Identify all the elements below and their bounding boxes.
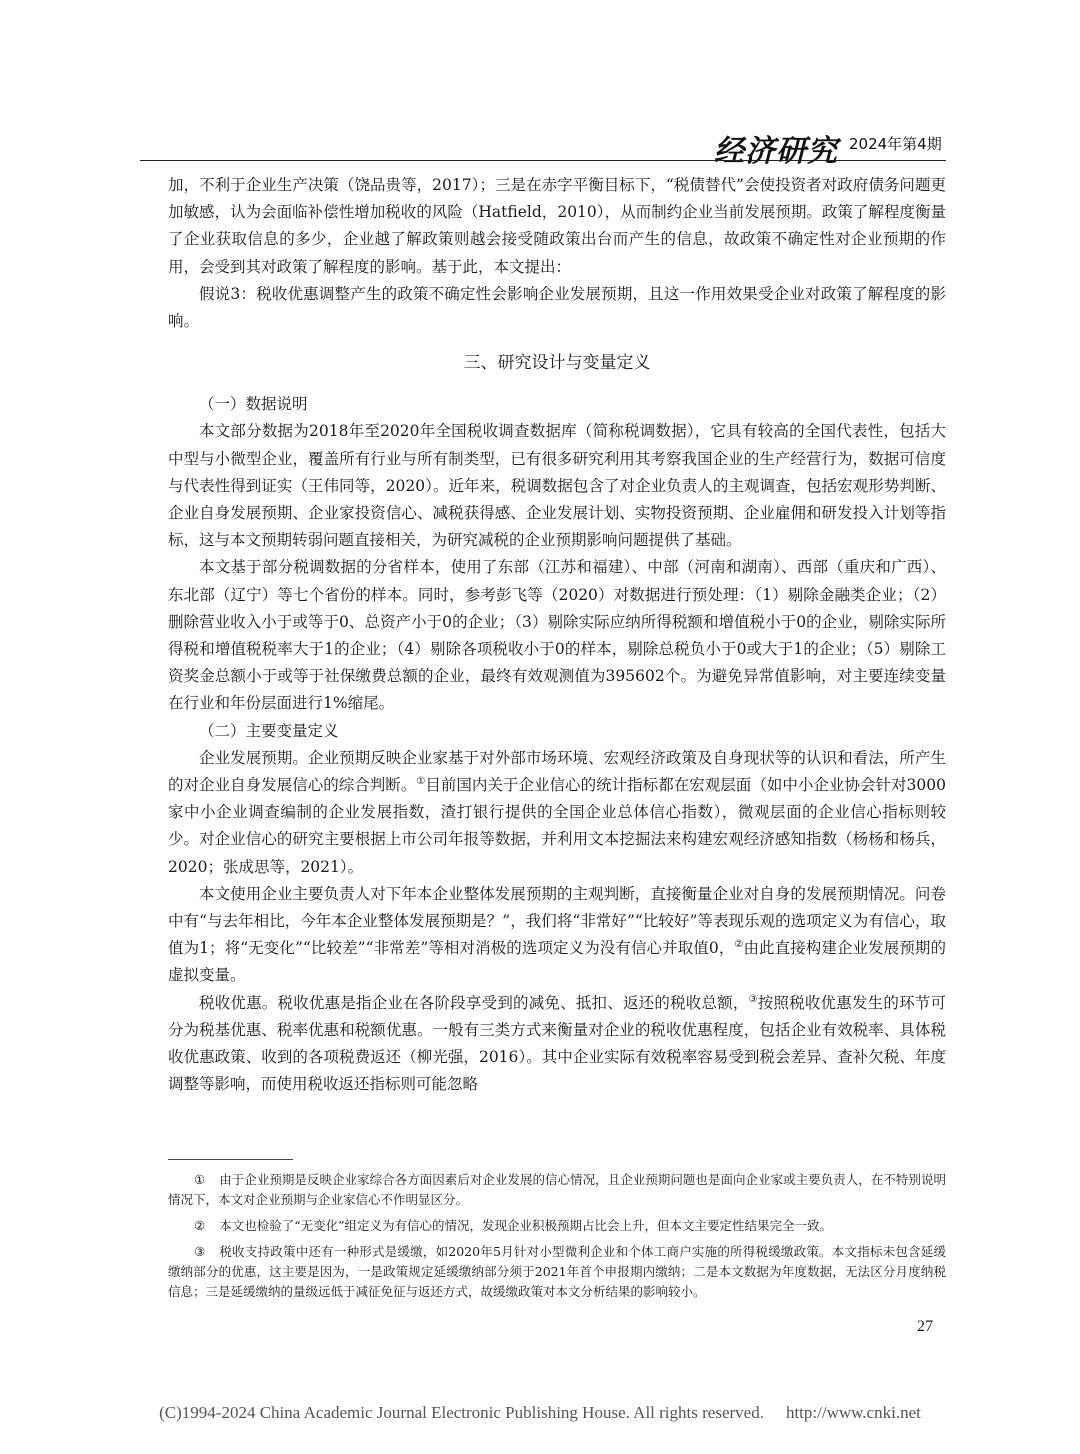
footnote-mark: ① bbox=[194, 1172, 206, 1187]
paragraph-tax-preference bbox=[168, 990, 946, 1099]
copyright-notice: (C)1994-2024 China Academic Journal Electronic Publishing House. All rights reserved. bbox=[159, 1403, 764, 1422]
footnote-2 bbox=[168, 1216, 946, 1236]
footnote-text: 由于企业预期是反映企业家综合各方面因素后对企业发展的信心情况，且企业预期问题也是面向企业家或主要负责人，在不特别说明情况下，本文对企业预期与企业家信心不作明显区分。 bbox=[168, 1172, 946, 1207]
copyright-footer bbox=[0, 1403, 1080, 1423]
hypothesis-3: 假说3：税收优惠调整产生的政策不确定性会影响企业发展预期，且这一作用效果受企业对政策了解程度的影响。 bbox=[168, 284, 946, 331]
paragraph-sample: 本文基于部分税调数据的分省样本，使用了东部（江苏和福建）、中部（河南和湖南）、西部（重庆和广西）、东北部（辽宁）等七个省份的样本。同时，参考彭飞等（2020）对数据进行预处理：（1）剔除金融类企业；（2）删除营业收入小于或等于0、总资产小于0的企业；（3）剔除实际应纳所得税额和增值税小于0的企业，剔除实际所得税和增值税税率大于1的企业；（4）剔除各项税收小于0的样本，剔除总税负小于0或大于1的企业；（5）剔除工资奖金总额小于或等于社保缴费总额的企业，最终有效观测值为395602个。为避免异常值影响，对主要连续变量在行业和年份层面进行1%缩尾。 bbox=[168, 558, 946, 713]
footnotes bbox=[168, 1170, 946, 1308]
paragraph-tax-a: 税收优惠。税收优惠是指企业在各阶段享受到的减免、抵扣、返还的税收总额， bbox=[199, 993, 749, 1012]
paragraph-expectation-a: 企业发展预期。企业预期反映企业家基于对外部市场环境、宏观经济政策及自身现状等的认识和看法，所产生的对企业自身发展信心的综合判断。 bbox=[168, 748, 946, 795]
paragraph-expectation bbox=[168, 745, 946, 881]
footnote-ref-2[interactable]: ② bbox=[734, 939, 744, 951]
footnote-mark: ③ bbox=[194, 1244, 206, 1259]
paragraph-measure bbox=[168, 881, 946, 990]
header-rule bbox=[140, 160, 946, 161]
footnote-ref-1[interactable]: ① bbox=[416, 775, 426, 787]
journal-logo: 经济研究 bbox=[714, 134, 838, 169]
subheading-data: （一）数据说明 bbox=[199, 395, 308, 414]
paragraph-measure-a: 本文使用企业主要负责人对下年本企业整体发展预期的主观判断，直接衡量企业对自身的发展预期情况。问卷中有“与去年相比，今年本企业整体发展预期是？”，我们将“非常好”“比较好”等表现乐观的选项定义为有信心，取值为1；将“无变化”“比较差”“非常差”等相对消极的选项定义为没有信心并取值0， bbox=[168, 884, 946, 958]
issue-label: 2024年第4期 bbox=[849, 135, 942, 153]
footnote-1 bbox=[168, 1170, 946, 1210]
footnote-ref-3[interactable]: ③ bbox=[748, 993, 758, 1005]
subheading-variables: （二）主要变量定义 bbox=[199, 721, 339, 740]
paragraph-expectation-b: 目前国内关于企业信心的统计指标都在宏观层面（如中小企业协会针对3000家中小企业调查编制的企业发展指数，渣打银行提供的全国企业总体信心指数），微观层面的企业信心指标则较少。对企业信心的研究主要根据上市公司年报等数据，并利用文本挖掘法来构建宏观经济感知指数（杨杨和杨兵，2020；张成思等，2021）。 bbox=[168, 776, 946, 876]
paragraph-1: 加，不利于企业生产决策（饶品贵等，2017）；三是在赤字平衡目标下，“税债替代”会使投资者对政府债务问题更加敏感，认为会面临补偿性增加税收的风险（Hatfield，2010），从而制约企业当前发展预期。政策了解程度衡量了企业获取信息的多少，企业越了解政策则越会接受随政策出台而产生的信息，故政策不确定性对企业预期的作用，会受到其对政策了解程度的影响。基于此，本文提出： bbox=[168, 176, 946, 276]
section-title: 三、研究设计与变量定义 bbox=[463, 353, 651, 374]
paragraph-measure-b: 由此直接构建企业发展预期的虚拟变量。 bbox=[168, 939, 946, 985]
main-text bbox=[168, 172, 946, 1099]
paragraph-tax-b: 按照税收优惠发生的环节可分为税基优惠、税率优惠和税额优惠。一般有三类方式来衡量对企业的税收优惠程度，包括企业有效税率、具体税收优惠政策、收到的各项税费返还（柳光强，2016）。其中企业实际有效税率容易受到税会差异、查补欠税、年度调整等影响，而使用税收返还指标则可能忽略 bbox=[168, 993, 946, 1094]
footnote-text: 税收支持政策中还有一种形式是缓缴，如2020年5月针对小型微利企业和个体工商户实施的所得税缓缴政策。本文指标未包含延缓缴纳部分的优惠，这主要是因为，一是政策规定延缓缴纳部分须于2021年首个申报期内缴纳；二是本文数据为年度数据，无法区分月度纳税信息；三是延缓缴纳的量级远低于减征免征与返还方式，故缓缴政策对本文分析结果的影响较小。 bbox=[168, 1244, 946, 1299]
footnote-3 bbox=[168, 1242, 946, 1302]
page-number: 27 bbox=[917, 1318, 933, 1335]
paragraph-data-desc: 本文部分数据为2018年至2020年全国税收调查数据库（简称税调数据），它具有较高的全国代表性，包括大中型与小微型企业，覆盖所有行业与所有制类型，已有很多研究利用其考察我国企业的生产经营行为，数据可信度与代表性得到证实（王伟同等，2020）。近年来，税调数据包含了对企业负责人的主观调查，包括宏观形势判断、企业自身发展预期、企业家投资信心、减税获得感、企业发展计划、实物投资预期、企业雇佣和研发投入计划等指标，这与本文预期转弱问题直接相关，为研究减税的企业预期影响问题提供了基础。 bbox=[168, 422, 946, 550]
footnote-mark: ② bbox=[194, 1218, 206, 1233]
running-header bbox=[714, 126, 944, 169]
footnote-rule bbox=[168, 1159, 293, 1160]
footnote-text: 本文也检验了“无变化”组定义为有信心的情况，发现企业积极预期占比会上升，但本文主要定性结果完全一致。 bbox=[219, 1218, 833, 1233]
cnki-link[interactable]: http://www.cnki.net bbox=[785, 1403, 921, 1422]
